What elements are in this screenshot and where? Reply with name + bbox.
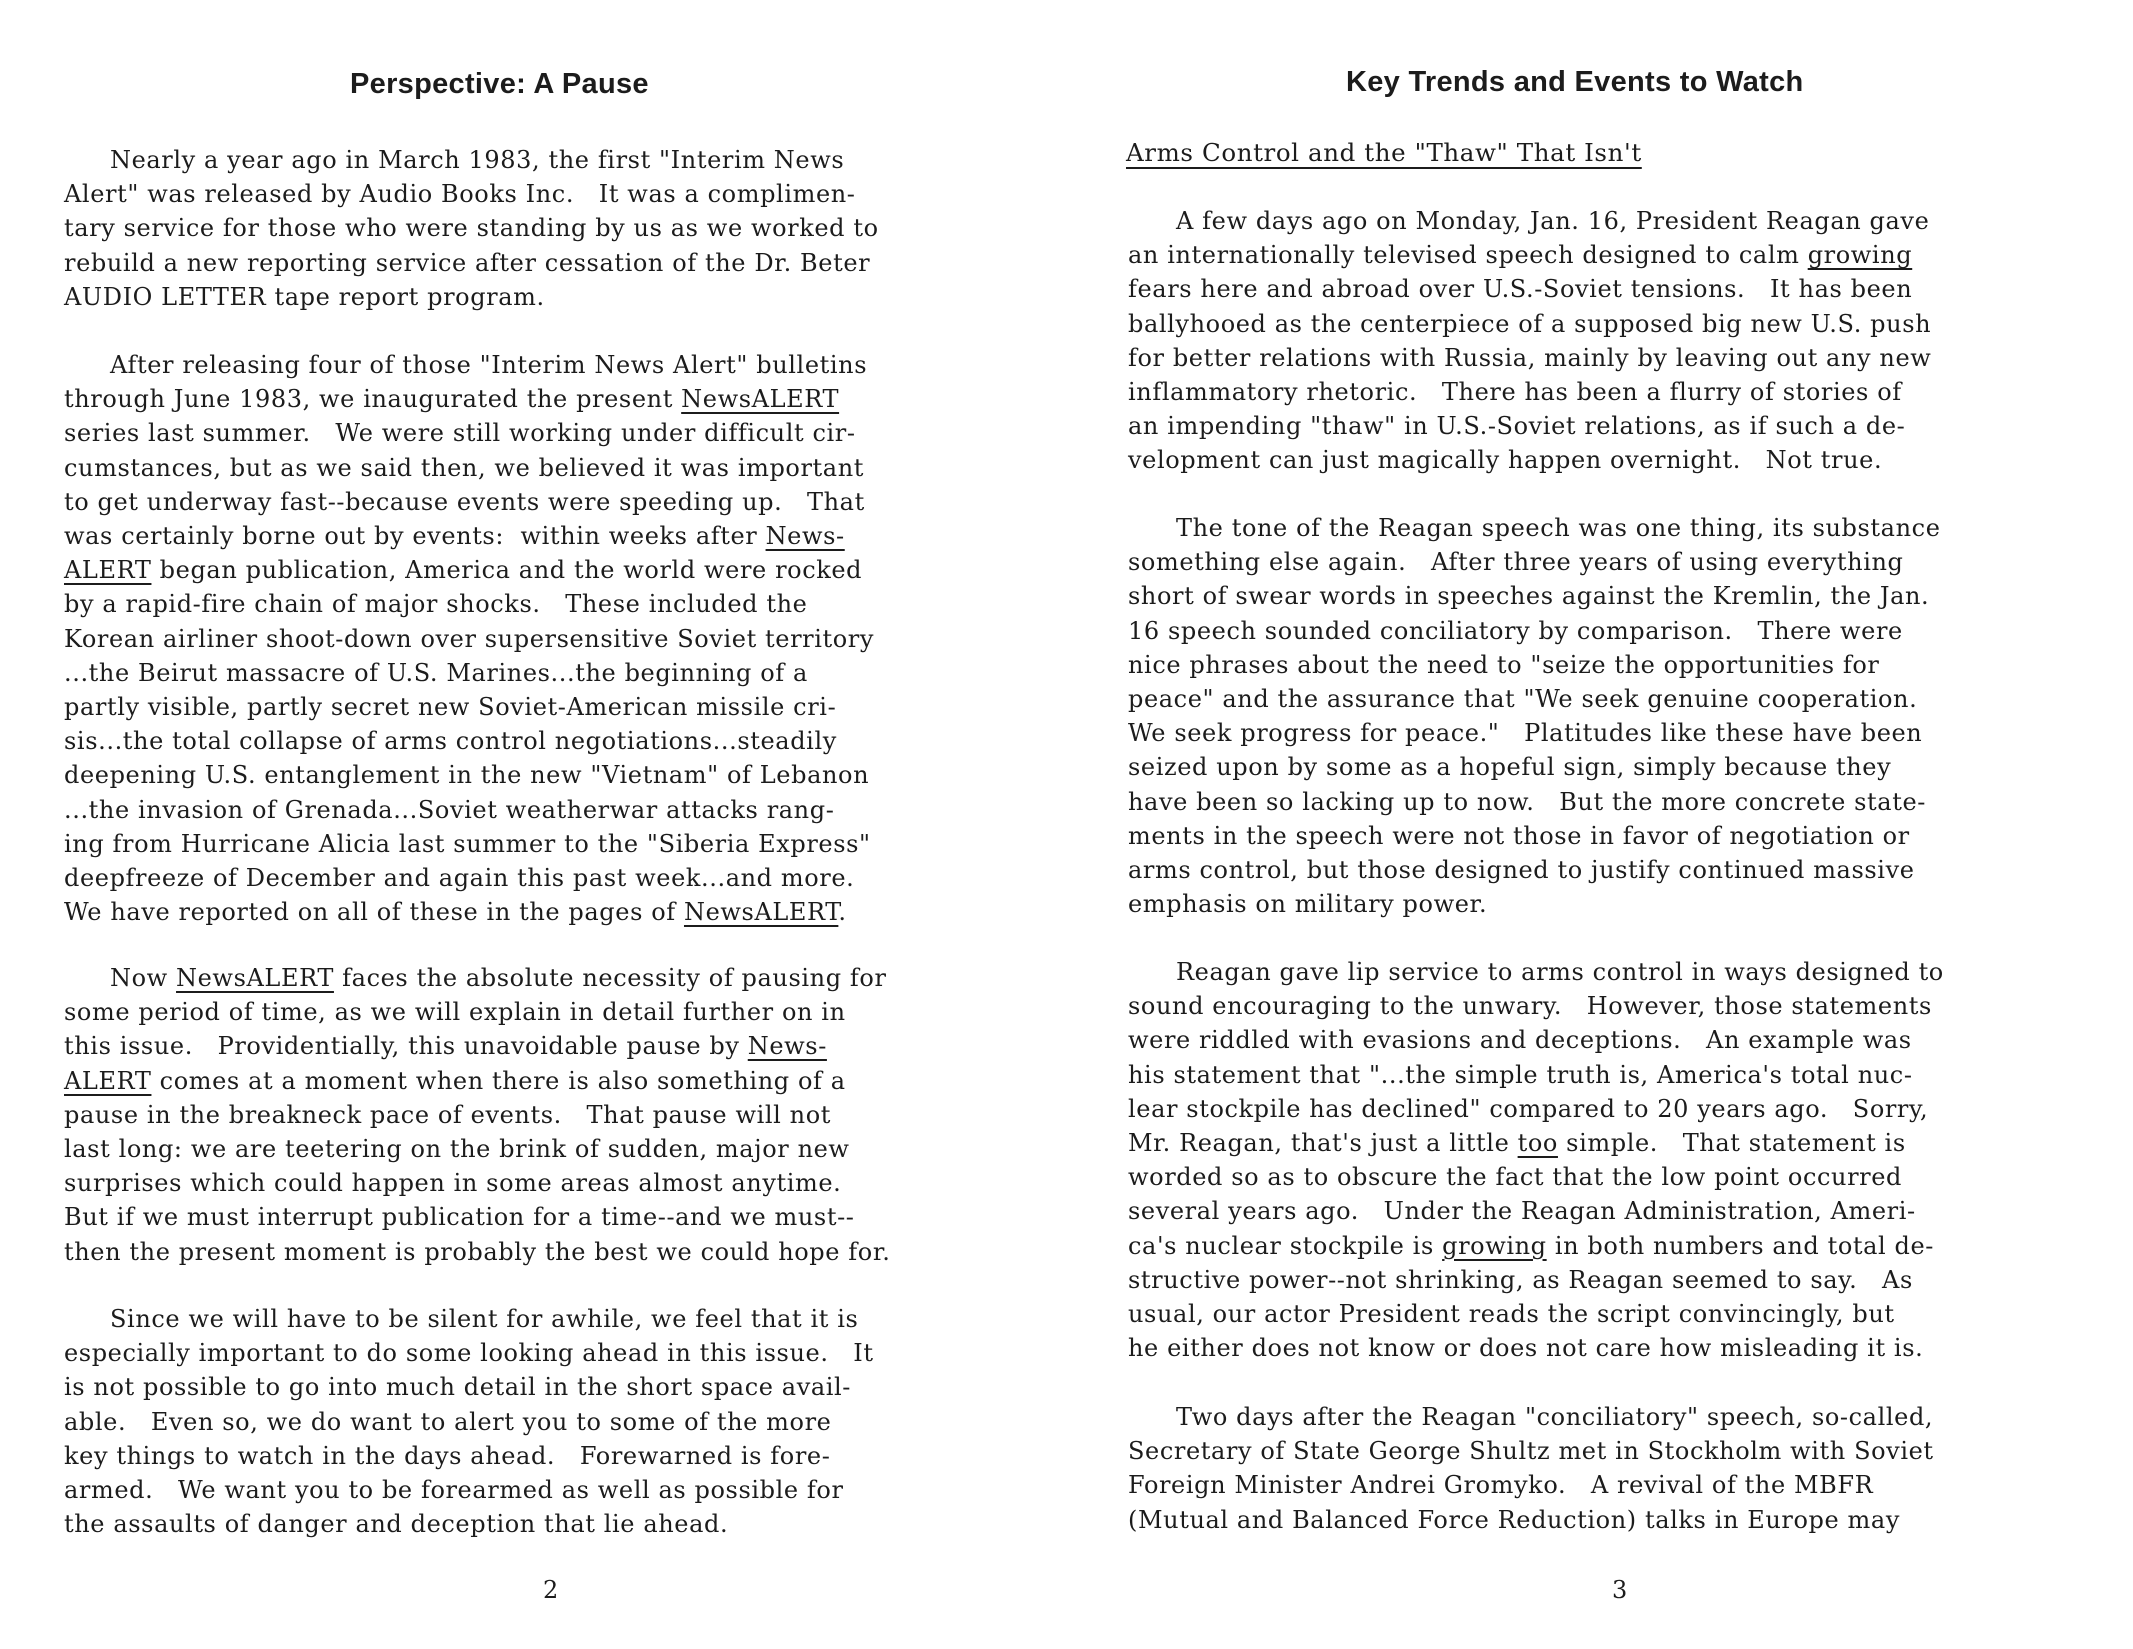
left-page bbox=[0, 0, 1066, 1649]
section-subheading: Arms Control and the "Thaw" That Isn't bbox=[1126, 138, 1642, 167]
text-line: surprises which could happen in some areas almost anytime. bbox=[64, 1169, 842, 1198]
text-line: AUDIO LETTER tape report program. bbox=[64, 282, 545, 311]
text-line: deepfreeze of December and again this past week...and more. bbox=[64, 864, 855, 893]
text-line: seized upon by some as a hopeful sign, simply because they bbox=[1128, 753, 1892, 782]
right-page bbox=[1066, 0, 2133, 1649]
text-line: especially important to do some looking ahead in this issue. It bbox=[64, 1339, 874, 1368]
right-paragraph-2 bbox=[1128, 511, 1941, 921]
text-line: Nearly a year ago in March 1983, the first "Interim News bbox=[110, 146, 845, 174]
text-line: ALERT began publication, America and the world were rocked bbox=[64, 556, 863, 585]
text-line: rebuild a new reporting service after cessation of the Dr. Beter bbox=[64, 248, 871, 277]
text-line: deepening U.S. entanglement in the new "Vietnam" of Lebanon bbox=[64, 761, 870, 790]
text-line: Mr. Reagan, that's just a little too simple. That statement is bbox=[1128, 1129, 1906, 1158]
text-line: lear stockpile has declined" compared to 20 years ago. Sorry, bbox=[1128, 1094, 1929, 1123]
text-line: arms control, but those designed to justify continued massive bbox=[1128, 856, 1915, 885]
text-line: last long: we are teetering on the brink of sudden, major new bbox=[64, 1135, 850, 1164]
text-line: several years ago. Under the Reagan Administration, Ameri- bbox=[1128, 1197, 1916, 1226]
right-page-heading: Key Trends and Events to Watch bbox=[1346, 66, 1804, 98]
text-line: partly visible, partly secret new Soviet-American missile cri- bbox=[64, 693, 837, 722]
text-line: through June 1983, we inaugurated the present NewsALERT bbox=[64, 385, 840, 414]
text-line: series last summer. We were still working under difficult cir- bbox=[64, 419, 856, 448]
left-paragraph-1 bbox=[64, 143, 879, 314]
text-line: this issue. Providentially, this unavoidable pause by News- bbox=[64, 1032, 827, 1061]
text-line: tary service for those who were standing by us as we worked to bbox=[64, 214, 879, 243]
text-line: inflammatory rhetoric. There has been a flurry of stories of bbox=[1128, 378, 1902, 407]
text-line: some period of time, as we will explain in detail further on in bbox=[64, 998, 846, 1027]
text-line: an impending "thaw" in U.S.-Soviet relations, as if such a de- bbox=[1128, 412, 1906, 441]
text-line: Alert" was released by Audio Books Inc. It was a complimen- bbox=[64, 180, 856, 209]
text-line: the assaults of danger and deception that lie ahead. bbox=[64, 1510, 729, 1539]
text-line: 16 speech sounded conciliatory by comparison. There were bbox=[1128, 616, 1903, 645]
text-line: fears here and abroad over U.S.-Soviet tensions. It has been bbox=[1128, 275, 1913, 304]
text-line: an internationally televised speech designed to calm growing bbox=[1128, 241, 1913, 270]
page-number-left: 2 bbox=[543, 1576, 559, 1604]
right-paragraph-4 bbox=[1128, 1400, 1934, 1537]
text-line: ALERT comes at a moment when there is also something of a bbox=[64, 1066, 846, 1095]
text-line: able. Even so, we do want to alert you to some of the more bbox=[64, 1407, 832, 1436]
text-line: Korean airliner shoot-down over supersensitive Soviet territory bbox=[64, 624, 875, 653]
text-line: Foreign Minister Andrei Gromyko. A revival of the MBFR bbox=[1128, 1471, 1874, 1500]
right-paragraph-1 bbox=[1128, 204, 1931, 478]
text-line: We have reported on all of these in the pages of NewsALERT. bbox=[64, 898, 847, 927]
left-paragraph-3 bbox=[64, 961, 891, 1269]
text-line: he either does not know or does not care how misleading it is. bbox=[1128, 1334, 1924, 1363]
text-line: (Mutual and Balanced Force Reduction) talks in Europe may bbox=[1128, 1505, 1900, 1534]
text-line: his statement that "...the simple truth is, America's total nuc- bbox=[1128, 1060, 1913, 1089]
text-line: peace" and the assurance that "We seek genuine cooperation. bbox=[1128, 685, 1918, 714]
text-line: ca's nuclear stockpile is growing in both numbers and total de- bbox=[1128, 1231, 1935, 1260]
text-line: After releasing four of those "Interim News Alert" bulletins bbox=[110, 351, 868, 379]
text-line: ballyhooed as the centerpiece of a supposed big new U.S. push bbox=[1128, 309, 1932, 338]
text-line: pause in the breakneck pace of events. That pause will not bbox=[64, 1100, 832, 1129]
left-page-heading: Perspective: A Pause bbox=[350, 68, 649, 100]
text-line: velopment can just magically happen overnight. Not true. bbox=[1128, 446, 1883, 475]
text-line: A few days ago on Monday, Jan. 16, President Reagan gave bbox=[1176, 207, 1930, 235]
page-number-right: 3 bbox=[1612, 1576, 1628, 1604]
text-line: Reagan gave lip service to arms control in ways designed to bbox=[1176, 958, 1944, 986]
text-line: Now NewsALERT faces the absolute necessity of pausing for bbox=[110, 964, 887, 992]
text-line: ing from Hurricane Alicia last summer to the "Siberia Express" bbox=[64, 829, 871, 858]
text-line: key things to watch in the days ahead. Forewarned is fore- bbox=[64, 1441, 831, 1470]
text-line: nice phrases about the need to "seize the opportunities for bbox=[1128, 650, 1880, 679]
left-paragraph-2 bbox=[64, 348, 874, 929]
text-line: But if we must interrupt publication for a time--and we must-- bbox=[64, 1203, 855, 1232]
text-line: by a rapid-fire chain of major shocks. These included the bbox=[64, 590, 808, 619]
text-line: is not possible to go into much detail in the short space avail- bbox=[64, 1373, 852, 1402]
right-paragraph-3 bbox=[1128, 955, 1944, 1365]
text-line: were riddled with evasions and deceptions. An example was bbox=[1128, 1026, 1912, 1055]
text-line: Two days after the Reagan "conciliatory" speech, so-called, bbox=[1176, 1403, 1934, 1431]
text-line: emphasis on military power. bbox=[1128, 890, 1488, 919]
text-line: to get underway fast--because events were speeding up. That bbox=[64, 487, 865, 516]
text-line: ...the invasion of Grenada...Soviet weatherwar attacks rang- bbox=[64, 795, 835, 824]
text-line: something else again. After three years of using everything bbox=[1128, 548, 1904, 577]
left-paragraph-4 bbox=[64, 1302, 874, 1541]
text-line: then the present moment is probably the best we could hope for. bbox=[64, 1237, 891, 1266]
text-line: structive power--not shrinking, as Reagan seemed to say. As bbox=[1128, 1265, 1913, 1294]
text-line: cumstances, but as we said then, we believed it was important bbox=[64, 453, 865, 482]
text-line: sound encouraging to the unwary. However, those statements bbox=[1128, 992, 1932, 1021]
text-line: The tone of the Reagan speech was one thing, its substance bbox=[1176, 514, 1941, 542]
text-line: Since we will have to be silent for awhile, we feel that it is bbox=[110, 1305, 859, 1333]
text-line: Secretary of State George Shultz met in Stockholm with Soviet bbox=[1128, 1437, 1934, 1466]
text-line: sis...the total collapse of arms control negotiations...steadily bbox=[64, 727, 837, 756]
text-line: ments in the speech were not those in favor of negotiation or bbox=[1128, 821, 1910, 850]
text-line: was certainly borne out by events: within weeks after News- bbox=[64, 522, 845, 551]
text-line: short of swear words in speeches against the Kremlin, the Jan. bbox=[1128, 582, 1930, 611]
text-line: worded so as to obscure the fact that the low point occurred bbox=[1128, 1163, 1902, 1192]
text-line: usual, our actor President reads the script convincingly, but bbox=[1128, 1300, 1895, 1329]
text-line: armed. We want you to be forearmed as well as possible for bbox=[64, 1476, 844, 1505]
text-line: for better relations with Russia, mainly by leaving out any new bbox=[1128, 343, 1932, 372]
text-line: have been so lacking up to now. But the more concrete state- bbox=[1128, 787, 1926, 816]
text-line: ...the Beirut massacre of U.S. Marines...the beginning of a bbox=[64, 658, 808, 687]
text-line: We seek progress for peace." Platitudes like these have been bbox=[1128, 719, 1923, 748]
